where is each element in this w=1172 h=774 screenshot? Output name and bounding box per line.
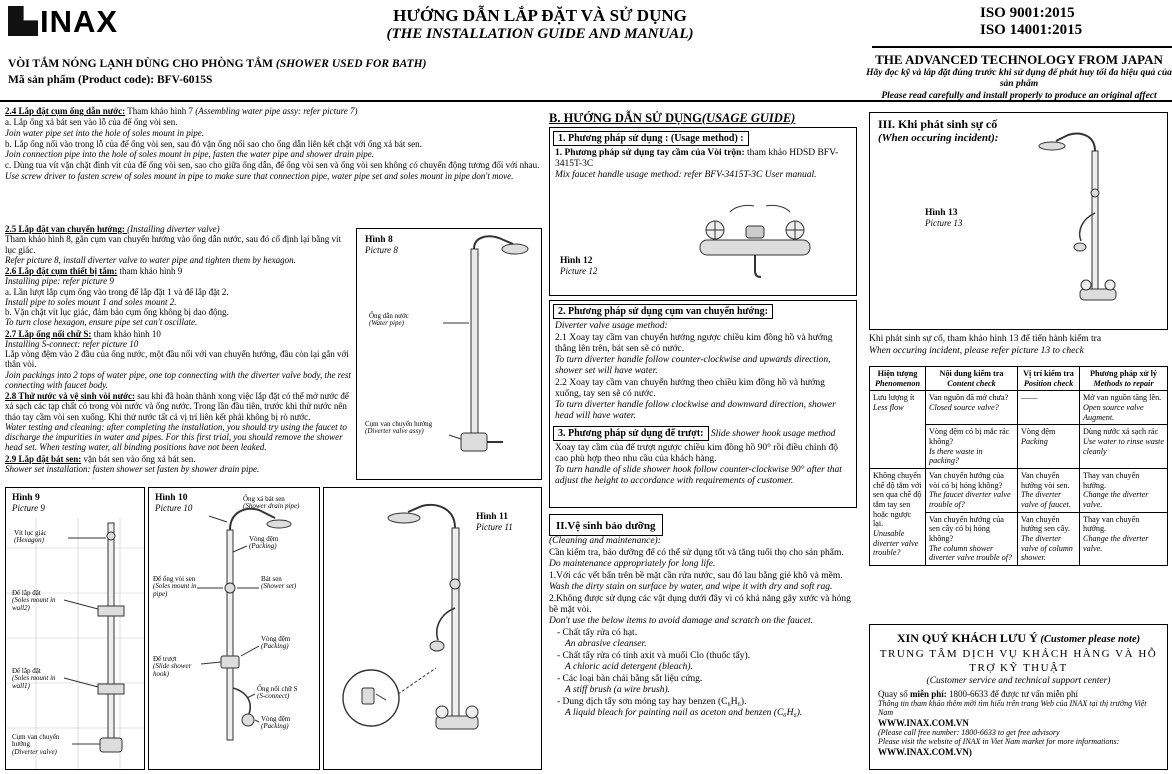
cell-diverter-trouble: Không chuyển chế độ tắm với sen qua chế độ tắm tay sen hoặc ngược lại. Unusable diverter valve trouble? bbox=[870, 469, 926, 566]
figure-10-label-shower-set: Bát sen (Shower set) bbox=[261, 575, 297, 591]
cleaning-p3: 2.Không được sử dụng các vật dụng dưới đây vì có khả năng gây xước và hỏng bề mặt vòi. Don't use the below items to avoid damage and scratch on the faucet. bbox=[549, 594, 851, 627]
sections-2-5-to-2-9 bbox=[5, 224, 353, 475]
figure-13-caption: Hình 13 Picture 13 bbox=[925, 208, 963, 228]
cell-column-diverter: Van chuyển hướng của sen cây có bị hỏng không? The column shower diverter valve trouble of? bbox=[926, 512, 1018, 565]
diverter-step-2-2: 2.2 Xoay tay cầm van chuyển hướng theo chiều kim đồng hồ và hướng xuống, tay sen sẽ có nước. To turn diverter handle follow clockwise and downward direction, shower head will have water. bbox=[555, 378, 836, 422]
figure-9-caption: Hình 9 Picture 9 bbox=[12, 493, 45, 513]
cell-source-valve: Van nguồn đã mở chưa? Closed source valve? bbox=[926, 391, 1018, 425]
cell-less-flow: Lưu lượng ít Less flow bbox=[870, 391, 926, 469]
troubleshooting bbox=[869, 366, 1168, 566]
cell-diverter-of-faucet: Van chuyển hướng vòi sen. The diverter valve of faucet. bbox=[1018, 469, 1080, 513]
cleaning-p1: Cần kiểm tra, bảo dưỡng để có thể sử dụng tốt và tăng tuổi thọ cho sản phẩm. Do maintenance appropriately for long life. bbox=[549, 548, 844, 570]
figure-9-label-soles-mount-2: Đế lắp đặt (Soles mount in wall2) bbox=[12, 589, 56, 612]
troubleshooting-table bbox=[869, 366, 1168, 566]
document-title-vi: HƯỚNG DẪN LẮP ĐẶT VÀ SỬ DỤNG bbox=[393, 6, 687, 25]
cleaning-p2: 1.Với các vết bẩn trên bề mặt cần rửa nước, sau đó lau bằng giẻ khô và mềm. Wash the dirty stain on surface by water, and wipe it with dry and soft rag. bbox=[549, 571, 843, 593]
step-2-7: 2.7 Lắp ống nối chữ S: tham khảo hình 10 Installing S-connect: refer picture 10 Lắp vòng đệm vào 2 đầu của ống nước, một đầu nối với van chuyển hướng, đầu còn lại gắn với thân vòi. Join packings into 2 tops of water pipe, one top connecting with the diverter valve body, the rest connecting with faucet body. bbox=[5, 328, 351, 390]
cell-open-valve: Mở van nguồn tăng lên. Open source valve Augment. bbox=[1080, 391, 1168, 425]
header-divider-right bbox=[872, 46, 1172, 48]
cleaning-item-3: - Các loại bàn chải bằng sắt liệu cứng. A stiff brush (a wire brush). bbox=[557, 674, 703, 696]
product-code-label: Mã sản phẩm (Product code): bbox=[8, 74, 157, 87]
figure-11-caption: Hình 11 Picture 11 bbox=[476, 512, 513, 532]
inax-logo bbox=[8, 3, 119, 39]
figure-10-label-s-connect: Ống nối chữ S (S-connect) bbox=[257, 685, 298, 701]
cell-faucet-diverter: Van chuyển hướng của vòi có bị hỏng không? The faucet diverter valve trouble of? bbox=[926, 469, 1018, 513]
hotline-line-en: (Please call free number: 1800-6633 to get free advisory bbox=[878, 727, 1060, 737]
step-2-9: 2.9 Lắp đặt bát sen: vặn bát sen vào ống xả bát sen. Shower set installation: fasten shower set fasten by shower drain pipe. bbox=[5, 453, 260, 474]
figure-9 bbox=[5, 487, 145, 770]
figure-8-label-water-pipe: Ống dẫn nước (Water pipe) bbox=[369, 312, 409, 328]
technology-title: THE ADVANCED TECHNOLOGY FROM JAPAN bbox=[875, 52, 1163, 67]
figure-9-label-soles-mount-1: Đế lắp đặt (Soles mount in wall1) bbox=[12, 667, 56, 690]
web-info-vi: Thông tin tham khảo thêm mời tìm hiểu trên trang Web của INAX tại thị trường Việt Nam bbox=[878, 698, 1147, 718]
figure-9-label-hexagon: Vít lục giác (Hexagon) bbox=[14, 529, 47, 545]
incident-box bbox=[869, 112, 1168, 330]
product-info bbox=[8, 58, 568, 89]
iso-14001: ISO 14001:2015 bbox=[980, 22, 1083, 38]
col-position-check: Vị trí kiểm tra Position check bbox=[1018, 367, 1080, 391]
document-title-en: (THE INSTALLATION GUIDE AND MANUAL) bbox=[386, 26, 694, 42]
slide-hook-heading: 3. Phương pháp sử dụng đế trượt: bbox=[553, 426, 709, 441]
col-methods: Phương pháp xử lý Methods to repair bbox=[1080, 367, 1168, 391]
figure-11-diagram bbox=[324, 488, 541, 769]
product-name-vi: VÒI TẮM NÓNG LẠNH DÙNG CHO PHÒNG TẮM bbox=[8, 58, 276, 70]
slide-hook-heading-row bbox=[550, 423, 856, 443]
support-center-vi: TRUNG TÂM DỊCH VỤ KHÁCH HÀNG VÀ HỖ TRỢ KỸ THUẬT bbox=[879, 648, 1158, 675]
cleaning-item-2: - Chất tẩy rửa có tính axit và muối Clo (thuốc tẩy). A chloric acid detergent (bleach). bbox=[557, 651, 750, 673]
usage-method-text: 1. Phương pháp sử dụng tay cầm của Vòi trộn: tham khảo HDSD BFV-3415T-3C Mix faucet handle usage method: refer BFV-3415T-3C User manual. bbox=[555, 148, 839, 181]
step-2-4b: b. Lắp ống nối vào trong lỗ của đế ống vòi sen, sau đó vặn ống nối sao cho ống dẫn liên kết chặt với ống xả bát sen. Join connection pipe into the hole of soles mount in pipe, fasten the water pipe and shower drain pipe. bbox=[5, 138, 422, 159]
usage-method-box bbox=[549, 127, 857, 296]
cell-change-diverter-2: Thay van chuyển hướng. Change the diverter valve. bbox=[1080, 512, 1168, 565]
technology-note-vi: Hãy đọc kỹ và lắp đặt đúng trước khi sử dụng để phát huy tối đa hiệu quả của sản phẩm bbox=[866, 68, 1172, 90]
cleaning-title-vi: II.Vệ sinh bảo dưỡng bbox=[556, 520, 656, 532]
cleaning-item-4: - Dung dịch tẩy sơn móng tay hay benzen (C₆H₆). A liquid bleach for painting nail as aceton and benzen (C₆H₆). bbox=[557, 697, 803, 719]
figure-11 bbox=[323, 487, 542, 770]
hotline-line: Quay số miễn phí: 1800-6633 để được tư vấn miễn phí bbox=[878, 688, 1079, 699]
website-en: WWW.INAX.COM.VN) bbox=[878, 746, 972, 757]
incident-note-vi: Khi phát sinh sự cố, tham khảo hình 13 để tiến hành kiểm tra bbox=[869, 334, 1102, 344]
incident-title-vi: III. Khi phát sinh sự cố bbox=[878, 117, 998, 131]
table-header-row bbox=[870, 367, 1168, 391]
step-2-5: 2.5 Lắp đặt van chuyển hướng: (Installing diverter valve) Tham khảo hình 8, gắn cụm van chuyển hướng vào ống dẫn nước, sau đó cố định lại bằng vít lục giác. Refer picture 8, install diverter valve to water pipe and tighten them by hexagon. bbox=[5, 224, 341, 265]
cleaning-section bbox=[549, 514, 857, 720]
cleaning-title-box bbox=[549, 514, 663, 536]
customer-note-box bbox=[869, 624, 1168, 770]
figure-10-label-slide-shower-hook: Đế trượt (Slide shower hook) bbox=[153, 655, 192, 678]
cleaning-item-1: - Chất tẩy rửa có hạt. An abrasive cleanser. bbox=[557, 628, 647, 650]
step-2-6: 2.6 Lắp đặt cụm thiết bị tắm: tham khảo hình 9 Installing pipe: refer picture 9 a. Lần lượt lắp cụm ống vào trong đế lắp đặt 1 và đế lắp đặt 2. Install pipe to soles mount 1 and soles mount 2. b. Vặn chặt vít lục giác, đảm bảo cụm ống không bị dao động. To turn close hexagon, ensure pipe set can't oscillate. bbox=[5, 266, 229, 328]
web-info-en: Please visit the website of INAX in Viet Nam market for more informations: bbox=[878, 737, 1120, 747]
table-row bbox=[870, 391, 1168, 425]
cell-diverter-of-column: Van chuyển hướng sen cây. The diverter valve of column shower. bbox=[1018, 512, 1080, 565]
usage-method-heading: 1. Phương pháp sử dụng : (Usage method) : bbox=[553, 131, 749, 146]
figure-8-diagram bbox=[357, 229, 541, 479]
product-code-value: BFV-6015S bbox=[156, 74, 213, 87]
figure-10-label-packing-mid: Vòng đệm (Packing) bbox=[261, 635, 291, 651]
iso-9001: ISO 9001:2015 bbox=[980, 5, 1075, 21]
step-2-4a: a. Lắp ống xả bát sen vào lỗ của đế ống vòi sen. Join water pipe set into the hole of soles mount in pipe. bbox=[5, 117, 204, 138]
slide-hook-text: Xoay tay cầm của đế trượt ngược chiều kim đồng hồ 90° rồi điều chỉnh độ cao phù hợp theo nhu cầu của khách hàng. To turn handle of slide shower hook follow counter-clockwise 90° after that adjust the height to accordance with requirements of customer. bbox=[555, 443, 842, 487]
website-vi: WWW.INAX.COM.VN bbox=[878, 717, 969, 728]
figure-12-caption: Hình 12 Picture 12 bbox=[560, 256, 598, 276]
diverter-valve-heading-en: Diverter valve usage method: bbox=[555, 321, 668, 331]
figure-10-label-packing-bottom: Vòng đệm (Packing) bbox=[261, 715, 291, 731]
cell-dash: —— bbox=[1018, 391, 1080, 425]
diverter-step-2-1: 2.1 Xoay tay cầm van chuyển hướng ngược chiều kim đồng hồ và hướng thẳng lên trên, bát sen sẽ có nước. To turn diverter handle follow counter-clockwise and upwards direction, shower set will have water. bbox=[555, 333, 833, 377]
section-2-4 bbox=[5, 106, 545, 182]
header-rule bbox=[0, 100, 1172, 102]
figure-10 bbox=[148, 487, 320, 770]
cell-change-diverter-1: Thay van chuyển hướng. Change the diverter valve. bbox=[1080, 469, 1168, 513]
col-content-check: Nội dung kiểm tra Content check bbox=[926, 367, 1018, 391]
incident-note bbox=[869, 334, 1168, 358]
iso-certifications bbox=[980, 5, 1082, 39]
figure-10-caption: Hình 10 Picture 10 bbox=[155, 493, 193, 513]
cell-packing: Vòng đệm Packing bbox=[1018, 425, 1080, 469]
figure-10-label-packing-top: Vòng đệm (Packing) bbox=[249, 535, 279, 551]
table-row bbox=[870, 469, 1168, 513]
figure-8-label-diverter-valve: Cụm van chuyển hướng (Diverter valve assy) bbox=[365, 420, 433, 436]
usage-guide-title: B. HƯỚNG DẪN SỬ DỤNG(USAGE GUIDE) bbox=[549, 111, 796, 125]
technology-banner bbox=[866, 52, 1172, 102]
cell-waste-packing: Vòng đệm có bị mắc rác không? Is there waste in packing? bbox=[926, 425, 1018, 469]
inax-logo-icon bbox=[8, 6, 38, 36]
document-title bbox=[250, 6, 830, 43]
technology-note-en: Please read carefully and install properly to produce an original affect bbox=[881, 90, 1157, 101]
figure-8 bbox=[356, 228, 542, 480]
diverter-valve-heading: 2. Phương pháp sử dụng cụm van chuyển hướng: bbox=[553, 304, 773, 319]
incident-title-en: (When occuring incident): bbox=[878, 132, 999, 144]
cleaning-title-en: (Cleaning and maintenance): bbox=[549, 536, 661, 546]
figure-8-caption: Hình 8 Picture 8 bbox=[365, 235, 398, 255]
figure-10-label-shower-drain-pipe: Ống xả bát sen (Shower drain pipe) bbox=[243, 495, 300, 511]
figure-12-diagram bbox=[670, 196, 850, 291]
figure-10-label-soles-mount-in-pipe: Đế ống vòi sen (Soles mount in pipe) bbox=[153, 575, 197, 598]
step-2-4-heading: 2.4 Lắp đặt cụm ống dẫn nước: Tham khảo hình 7 (Assembling water pipe assy: refer picture 7) bbox=[5, 106, 358, 116]
figure-9-label-diverter-valve: Cụm van chuyển hướng (Diverter valve) bbox=[12, 733, 60, 756]
support-center-en: (Customer service and technical support center) bbox=[926, 675, 1111, 686]
product-name-en: (SHOWER USED FOR BATH) bbox=[275, 58, 427, 70]
incident-note-en: When occuring incident, please refer picture 13 to check bbox=[869, 346, 1084, 357]
customer-note-title: XIN QUÝ KHÁCH LƯU Ý (Customer please note) bbox=[896, 631, 1141, 645]
figure-13-diagram bbox=[1000, 121, 1165, 326]
step-2-8: 2.8 Thử nước và vệ sinh vòi nước: sau khi đã hoàn thành xong việc lắp đặt có thể mở nước để xả sạch các tạp chất có trong vòi nước và ống nước. Trong lần đầu tiên, trước khi thử nước nên tháo tay cầm vòi sen xuống. Khi thử nước tất cả vị trí liên kết phải không bị rò nước. Water testing and cleaning: after completing the installation, you should try using the faucet to discharge the impurities in water and pipes. For this first trial, you should remove the shower head set. When testing water, all binding positions have not been leaked. bbox=[5, 391, 349, 453]
col-phenomenon: Hiện tượng Phenomenon bbox=[870, 367, 926, 391]
step-2-4c: c. Dùng tua vít vặn chặt đinh vít của đế ống vòi sen, sao cho giữa ống dẫn, đế ống vòi sen và ống vòi sen không có chuyển động tương đối với nhau. Use screw driver to fasten screw of soles mount in pipe to make sure that connection pipe, water pipe set and soles mount in pipe don't move. bbox=[5, 160, 540, 181]
cell-rinse-waste: Dùng nước xả sạch rác Use water to rinse waste cleanly bbox=[1080, 425, 1168, 469]
slide-hook-heading-en: Slide shower hook usage method bbox=[708, 429, 836, 440]
diverter-valve-box bbox=[549, 300, 857, 508]
inax-logo-text: INAX bbox=[40, 3, 119, 39]
